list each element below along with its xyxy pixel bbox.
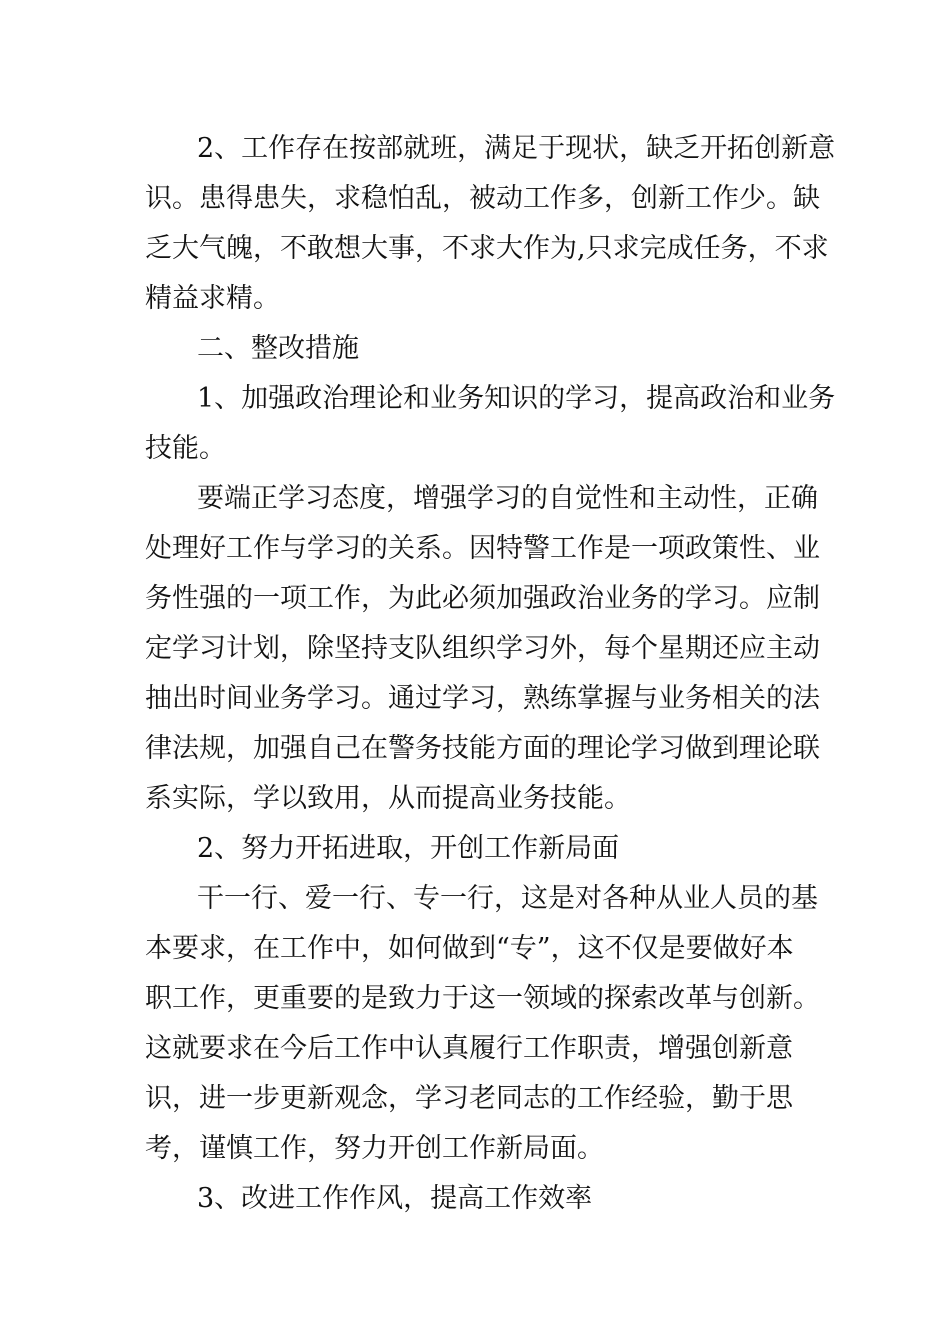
text-line: 定学习计划，除坚持支队组织学习外，每个星期还应主动 xyxy=(145,633,820,664)
text-line: 抽出时间业务学习。通过学习，熟练掌握与业务相关的法 xyxy=(145,683,820,714)
subsection-heading: 2、努力开拓进取，开创工作新局面 xyxy=(197,833,620,864)
text-line: 干一行、爱一行、专一行，这是对各种从业人员的基 xyxy=(197,883,818,914)
text-line: 职工作，更重要的是致力于这一领域的探索改革与创新。 xyxy=(145,983,820,1014)
text-line: 要端正学习态度，增强学习的自觉性和主动性，正确 xyxy=(197,483,818,514)
text-line: 务性强的一项工作，为此必须加强政治业务的学习。应制 xyxy=(145,583,820,614)
text-line: 识，进一步更新观念，学习老同志的工作经验，勤于思 xyxy=(145,1083,793,1114)
subsection-heading: 3、改进工作作风，提高工作效率 xyxy=(197,1183,593,1214)
text-line: 技能。 xyxy=(145,433,226,464)
text-line: 律法规，加强自己在警务技能方面的理论学习做到理论联 xyxy=(145,733,820,764)
subsection-heading: 1、加强政治理论和业务知识的学习，提高政治和业务 xyxy=(197,383,836,414)
text-line: 精益求精。 xyxy=(145,283,280,314)
text-line: 这就要求在今后工作中认真履行工作职责，增强创新意 xyxy=(145,1033,793,1064)
text-line: 考，谨慎工作，努力开创工作新局面。 xyxy=(145,1133,604,1164)
text-line: 本要求，在工作中，如何做到“专”，这不仅是要做好本 xyxy=(145,933,794,964)
section-heading: 二、整改措施 xyxy=(197,333,359,364)
text-line: 系实际，学以致用，从而提高业务技能。 xyxy=(145,783,631,814)
text-line: 识。患得患失，求稳怕乱，被动工作多，创新工作少。缺 xyxy=(145,183,820,214)
text-line: 2、工作存在按部就班，满足于现状，缺乏开拓创新意 xyxy=(197,133,836,164)
text-line: 处理好工作与学习的关系。因特警工作是一项政策性、业 xyxy=(145,533,820,564)
text-line: 乏大气魄，不敢想大事，不求大作为,只求完成任务，不求 xyxy=(145,233,829,264)
